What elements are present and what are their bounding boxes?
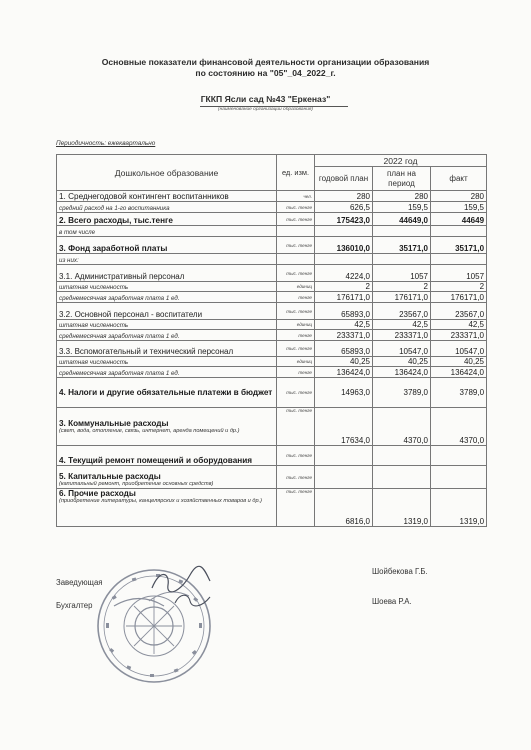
row-unit: единиц [277, 357, 315, 367]
row-unit: тыс. тенге [277, 303, 315, 320]
table-row [57, 367, 487, 378]
row-unit: тыс. тенге [277, 341, 315, 357]
row-fact: 159,5 [431, 202, 487, 213]
head-name: Шойбекова Г.Б. [372, 567, 428, 576]
row-label: штатная численность [57, 357, 277, 367]
table-row [57, 357, 487, 367]
row-fact: 23567,0 [431, 303, 487, 320]
header-education-type: Дошкольное образование [57, 155, 277, 191]
row-unit: тыс. тенге [277, 489, 315, 527]
row-label: 2. Всего расходы, тыс.тенге [57, 213, 277, 226]
row-unit: тенге [277, 330, 315, 341]
row-note: (капитальный ремонт, приобретение основных средств) [59, 481, 214, 487]
table-row [57, 282, 487, 292]
table-row [57, 330, 487, 341]
row-period: 10547,0 [373, 341, 431, 357]
row-fact: 176171,0 [431, 292, 487, 303]
row-unit: тыс. тенге [277, 265, 315, 282]
row-unit: единиц [277, 282, 315, 292]
row-plan: 65893,0 [315, 303, 373, 320]
table-row [57, 226, 487, 237]
row-label: из них: [57, 254, 277, 265]
row-label: 3. Фонд заработной платы [57, 237, 277, 254]
row-plan [315, 446, 373, 466]
row-period: 4370,0 [373, 408, 431, 446]
row-fact: 1057 [431, 265, 487, 282]
row-unit: тенге [277, 367, 315, 378]
row-fact [431, 226, 487, 237]
row-label: 3.3. Вспомогательный и технический персонал [57, 341, 277, 357]
header-unit: ед. изм. [277, 155, 315, 191]
row-label: 4. Текущий ремонт помещений и оборудования [57, 446, 277, 466]
row-period [373, 254, 431, 265]
row-period: 35171,0 [373, 237, 431, 254]
row-label: 5. Капитальные расходы [59, 472, 161, 481]
row-plan: 4224,0 [315, 265, 373, 282]
row-period: 40,25 [373, 357, 431, 367]
row-fact: 1319,0 [431, 489, 487, 527]
row-label: 3.2. Основной персонал - воспитатели [57, 303, 277, 320]
row-plan [315, 254, 373, 265]
row-plan: 40,25 [315, 357, 373, 367]
row-plan: 6816,0 [315, 489, 373, 527]
organization-caption: (наименование организации образования) [217, 107, 314, 112]
periodicity-label: Периодичность: ежеквартально [56, 140, 156, 147]
table-row [57, 191, 487, 202]
row-period: 136424,0 [373, 367, 431, 378]
row-label: штатная численность [57, 320, 277, 330]
row-plan: 65893,0 [315, 341, 373, 357]
row-plan: 2 [315, 282, 373, 292]
row-label: среднемесячная заработная плата 1 ед. [57, 292, 277, 303]
row-period: 44649,0 [373, 213, 431, 226]
accountant-name: Шоева Р.А. [372, 597, 412, 606]
title-line-2: по состоянию на "05"_04_2022_г. [195, 68, 336, 78]
row-label: 6. Прочие расходы [59, 489, 136, 498]
row-period: 1319,0 [373, 489, 431, 527]
table-row [57, 237, 487, 254]
row-fact [431, 466, 487, 489]
row-period: 1057 [373, 265, 431, 282]
row-plan: 136424,0 [315, 367, 373, 378]
row-period: 23567,0 [373, 303, 431, 320]
row-period: 176171,0 [373, 292, 431, 303]
row-fact: 3789,0 [431, 378, 487, 408]
row-note: (свет, вода, отопление, связь, интернет, аренда помещений и др.) [59, 427, 240, 434]
table-row [57, 213, 487, 226]
row-fact: 10547,0 [431, 341, 487, 357]
row-fact: 40,25 [431, 357, 487, 367]
row-label: 3. Коммунальные расходы [59, 418, 169, 428]
table-row [57, 320, 487, 330]
table-row [57, 202, 487, 213]
row-plan: 233371,0 [315, 330, 373, 341]
table-row [57, 265, 487, 282]
row-unit: тыс. тенге [277, 202, 315, 213]
row-unit: тыс. тенге [277, 378, 315, 408]
row-plan: 14963,0 [315, 378, 373, 408]
row-label: средний расход на 1-го воспитанника [57, 202, 277, 213]
row-unit [277, 226, 315, 237]
table-row [57, 254, 487, 265]
title-line-1: Основные показатели финансовой деятельности организации образования [101, 57, 430, 67]
row-period: 42,5 [373, 320, 431, 330]
head-role-label: Заведующая [56, 578, 103, 587]
row-unit: тенге [277, 292, 315, 303]
row-fact: 233371,0 [431, 330, 487, 341]
row-unit: тыс. тенге [277, 408, 315, 446]
row-unit: тыс. тенге [277, 466, 315, 489]
row-label: 4. Налоги и другие обязательные платежи в бюджет [57, 378, 277, 408]
table-row [57, 303, 487, 320]
row-unit: тыс. тенге [277, 213, 315, 226]
row-plan: 175423,0 [315, 213, 373, 226]
financial-table [56, 154, 487, 527]
table-row [57, 466, 487, 489]
row-fact [431, 446, 487, 466]
row-fact: 44649 [431, 213, 487, 226]
row-plan: 136010,0 [315, 237, 373, 254]
row-plan: 626,5 [315, 202, 373, 213]
row-fact: 42,5 [431, 320, 487, 330]
row-fact: 280 [431, 191, 487, 202]
row-note: (приобретение литературы, канцелярских и хозяйственных товаров и др.) [59, 498, 262, 504]
table-row [57, 408, 487, 446]
row-period: 3789,0 [373, 378, 431, 408]
row-fact: 4370,0 [431, 408, 487, 446]
header-year: 2022 год [315, 155, 487, 167]
row-period: 2 [373, 282, 431, 292]
row-label: 1. Среднегодовой контингент воспитанников [57, 191, 277, 202]
table-row [57, 341, 487, 357]
row-fact: 136424,0 [431, 367, 487, 378]
row-unit: чел. [277, 191, 315, 202]
row-plan: 42,5 [315, 320, 373, 330]
row-period: 280 [373, 191, 431, 202]
row-unit: тыс. тенге [277, 237, 315, 254]
header-plan-year: годовой план [315, 167, 373, 191]
report-title [0, 57, 531, 79]
row-label: среднемесячная заработная плата 1 ед. [57, 330, 277, 341]
accountant-role-label: Бухгалтер [56, 601, 93, 610]
row-plan [315, 226, 373, 237]
table-row [57, 446, 487, 466]
table-row [57, 489, 487, 527]
row-period: 159,5 [373, 202, 431, 213]
row-label: среднемесячная заработная плата 1 ед. [57, 367, 277, 378]
row-period [373, 226, 431, 237]
row-fact: 2 [431, 282, 487, 292]
organization-name: ГККП Ясли сад №43 "Еркеназ" [200, 94, 331, 104]
row-unit: тыс. тенге [277, 446, 315, 466]
row-period [373, 466, 431, 489]
row-fact [431, 254, 487, 265]
row-label: в том числе [57, 226, 277, 237]
row-plan: 17634,0 [315, 408, 373, 446]
row-label: 3.1. Административный персонал [57, 265, 277, 282]
row-fact: 35171,0 [431, 237, 487, 254]
row-plan [315, 466, 373, 489]
row-label-cell [57, 466, 277, 489]
row-plan: 280 [315, 191, 373, 202]
row-label-cell [57, 489, 277, 527]
row-unit: единиц [277, 320, 315, 330]
table-row [57, 378, 487, 408]
row-period: 233371,0 [373, 330, 431, 341]
row-period [373, 446, 431, 466]
header-fact: факт [431, 167, 487, 191]
row-plan: 176171,0 [315, 292, 373, 303]
header-plan-period: план на период [373, 167, 431, 191]
row-label: штатная численность [57, 282, 277, 292]
handwritten-signature [150, 563, 220, 613]
row-label-cell [57, 408, 277, 446]
table-row [57, 292, 487, 303]
row-unit [277, 254, 315, 265]
